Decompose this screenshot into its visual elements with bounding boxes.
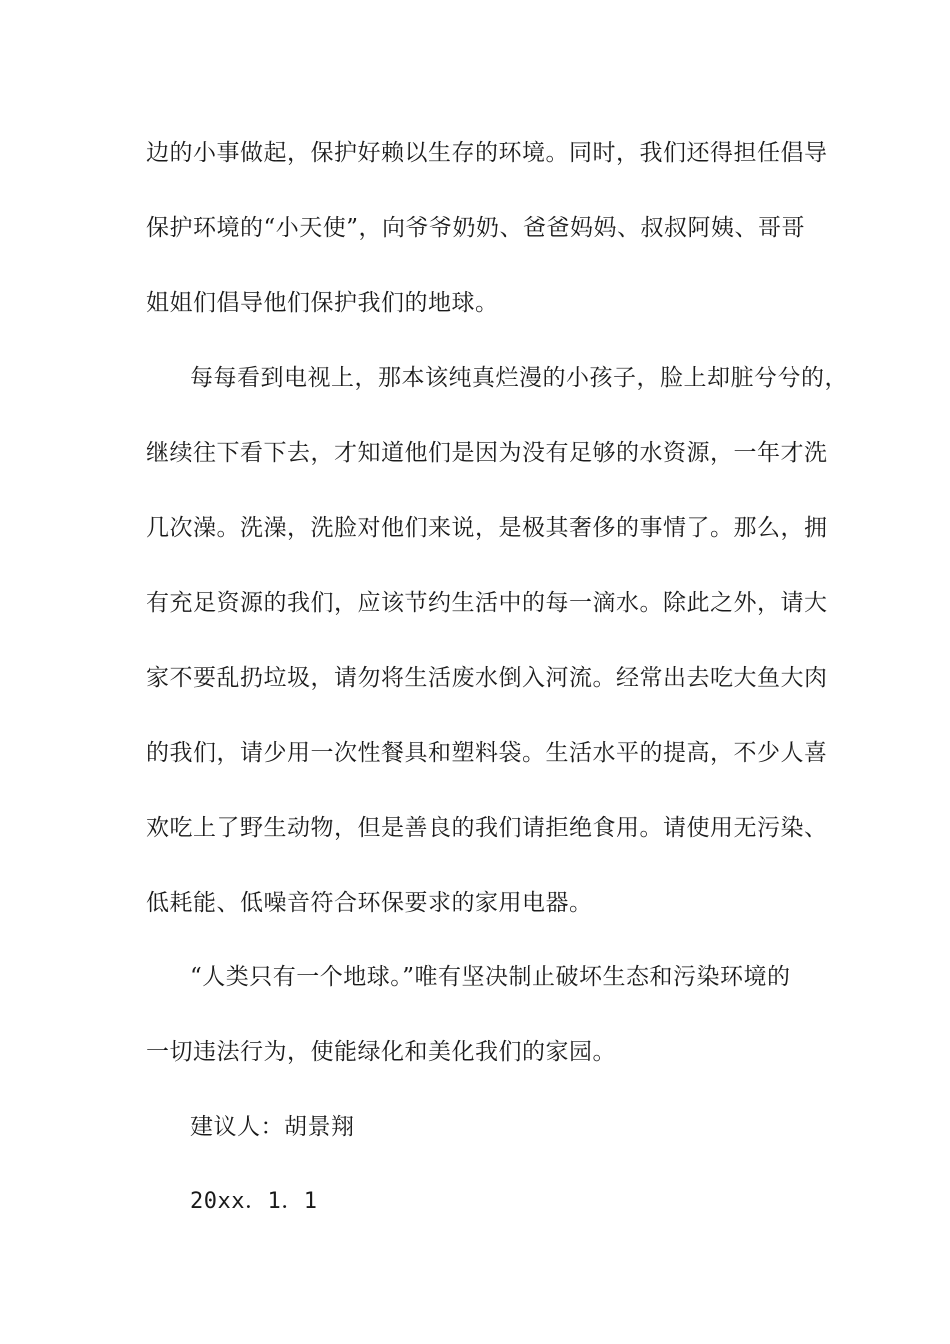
date-line: 20xx．1．1 (190, 1189, 318, 1214)
text-line: 的我们，请少用一次性餐具和塑料袋。生活水平的提高，不少人喜 (146, 740, 828, 766)
text-line: 一切违法行为，使能绿化和美化我们的家园。 (146, 1039, 616, 1065)
text-line: 家不要乱扔垃圾，请勿将生活废水倒入河流。经常出去吃大鱼大肉 (146, 665, 828, 691)
text-line: 欢吃上了野生动物，但是善良的我们请拒绝食用。请使用无污染、 (146, 815, 828, 841)
text-line: 姐姐们倡导他们保护我们的地球。 (146, 290, 499, 316)
text-line: “人类只有一个地球。”唯有坚决制止破坏生态和污染环境的 (190, 964, 791, 990)
text-line: 几次澡。洗澡，洗脸对他们来说，是极其奢侈的事情了。那么，拥 (146, 515, 828, 541)
text-line: 低耗能、低噪音符合环保要求的家用电器。 (146, 890, 593, 916)
text-line: 边的小事做起，保护好赖以生存的环境。同时，我们还得担任倡导 (146, 140, 828, 166)
text-line: 保护环境的“小天使”，向爷爷奶奶、爸爸妈妈、叔叔阿姨、哥哥 (146, 215, 806, 241)
text-line: 每每看到电视上，那本该纯真烂漫的小孩子，脸上却脏兮兮的， (190, 365, 848, 391)
signature-line: 建议人：胡景翔 (190, 1114, 355, 1140)
text-line: 继续往下看下去，才知道他们是因为没有足够的水资源，一年才洗 (146, 440, 828, 466)
text-line: 有充足资源的我们，应该节约生活中的每一滴水。除此之外，请大 (146, 590, 828, 616)
